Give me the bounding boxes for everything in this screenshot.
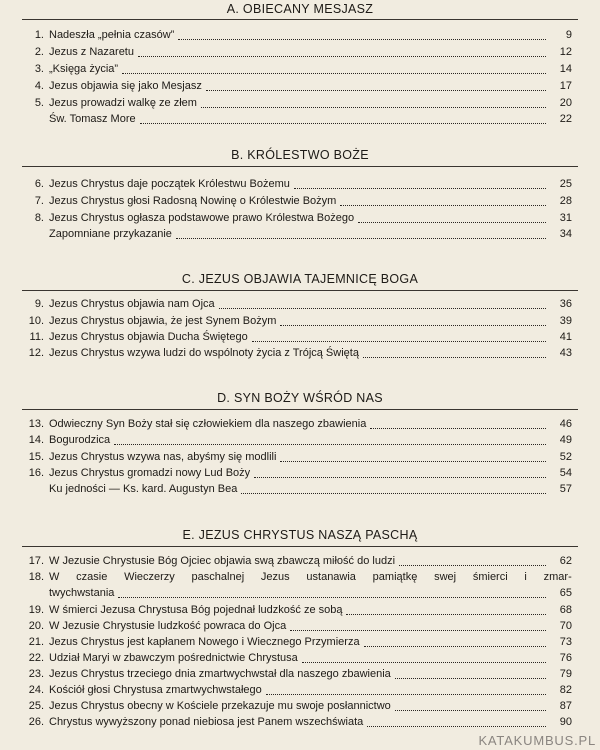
entry-title: Jezus Chrystus wzywa nas, abyśmy się modlili — [49, 451, 277, 463]
dot-leader — [363, 356, 546, 358]
entry-number: 16. — [28, 467, 44, 479]
entry-number: 7. — [34, 195, 44, 207]
dot-leader — [290, 629, 546, 631]
toc-entry[interactable] — [0, 652, 600, 665]
entry-title: Jezus Chrystus trzeciego dnia zmartwychwstał dla naszego zbawienia — [49, 668, 391, 680]
entry-page: 9 — [565, 29, 572, 41]
dot-leader — [140, 122, 546, 124]
entry-number: 9. — [34, 298, 44, 310]
dot-leader — [395, 709, 546, 711]
watermark: KATAKUMBUS.PL — [478, 733, 596, 748]
section-title: C. JEZUS OBJAWIA TAJEMNICĘ BOGA — [181, 272, 419, 286]
entry-page: 20 — [559, 97, 572, 109]
entry-title: twychwstania — [49, 587, 115, 599]
dot-leader — [302, 661, 546, 663]
entry-title: Św. Tomasz More — [49, 113, 136, 125]
toc-entry[interactable] — [0, 620, 600, 633]
entry-page: 90 — [559, 716, 572, 728]
toc-entry[interactable] — [0, 80, 600, 93]
toc-entry[interactable] — [0, 700, 600, 713]
toc-entry[interactable] — [0, 555, 600, 568]
entry-number: 17. — [28, 555, 44, 567]
entry-title: Jezus prowadzi walkę ze złem — [49, 97, 197, 109]
toc-entry[interactable] — [0, 684, 600, 697]
entry-title: Jezus Chrystus objawia nam Ojca — [49, 298, 215, 310]
entry-number: 5. — [34, 97, 44, 109]
entry-number: 23. — [28, 668, 44, 680]
entry-number: 8. — [34, 212, 44, 224]
dot-leader — [346, 613, 546, 615]
entry-title: Jezus Chrystus ogłasza podstawowe prawo Królestwa Bożego — [49, 212, 355, 224]
toc-entry[interactable] — [0, 587, 600, 600]
dot-leader — [201, 106, 546, 108]
entry-number: 3. — [34, 63, 44, 75]
entry-title: Kościół głosi Chrystusa zmartwychwstałego — [49, 684, 262, 696]
entry-title: Jezus Chrystus objawia, że jest Synem Bożym — [49, 315, 277, 327]
toc-entry[interactable] — [0, 668, 600, 681]
entry-title: Jezus objawia się jako Mesjasz — [49, 80, 202, 92]
entry-page: 46 — [559, 418, 572, 430]
dot-leader — [118, 596, 546, 598]
entry-page: 17 — [559, 80, 572, 92]
toc-entry[interactable] — [0, 347, 600, 360]
entry-title: Jezus Chrystus głosi Radosną Nowinę o Królestwie Bożym — [49, 195, 337, 207]
entry-number: 6. — [34, 178, 44, 190]
entry-number: 15. — [28, 451, 44, 463]
toc-entry[interactable] — [0, 63, 600, 76]
entry-page: 87 — [559, 700, 572, 712]
toc-entry[interactable] — [0, 636, 600, 649]
entry-page: 34 — [559, 228, 572, 240]
entry-number: 1. — [34, 29, 44, 41]
entry-title: Jezus Chrystus jest kapłanem Nowego i Wiecznego Przymierza — [49, 636, 360, 648]
entry-number: 13. — [28, 418, 44, 430]
dot-leader — [252, 340, 546, 342]
dot-leader — [266, 693, 546, 695]
entry-page: 65 — [559, 587, 572, 599]
entry-page: 62 — [559, 555, 572, 567]
dot-leader — [364, 645, 546, 647]
entry-number: 14. — [28, 434, 44, 446]
entry-page: 22 — [559, 113, 572, 125]
section-title: A. OBIECANY MESJASZ — [226, 2, 374, 16]
entry-page: 49 — [559, 434, 572, 446]
entry-title: Jezus Chrystus wzywa ludzi do wspólnoty życia z Trójcą Świętą — [49, 347, 359, 359]
toc-entry[interactable] — [0, 604, 600, 617]
dot-leader — [114, 443, 546, 445]
entry-page: 25 — [559, 178, 572, 190]
entry-number: 11. — [29, 331, 44, 343]
entry-number: 4. — [34, 80, 44, 92]
toc-entry[interactable] — [0, 483, 600, 496]
entry-title: Chrystus wywyższony ponad niebiosa jest Panem wszechświata — [49, 716, 364, 728]
entry-number: 22. — [28, 652, 44, 664]
toc-entry[interactable] — [0, 315, 600, 328]
dot-leader — [176, 237, 546, 239]
entry-page: 73 — [559, 636, 572, 648]
entry-title: W śmierci Jezusa Chrystusa Bóg pojednał ludzkość ze sobą — [49, 604, 343, 616]
entry-title: Odwieczny Syn Boży stał się człowiekiem dla naszego zbawienia — [49, 418, 367, 430]
entry-title: Udział Maryi w zbawczym pośrednictwie Chrystusa — [49, 652, 298, 664]
dot-leader — [358, 221, 546, 223]
dot-leader — [280, 460, 546, 462]
entry-title: Jezus Chrystus daje początek Królestwu Bożemu — [49, 178, 290, 190]
entry-number: 2. — [34, 46, 44, 58]
entry-title: „Księga życia” — [49, 63, 119, 75]
entry-page: 76 — [559, 652, 572, 664]
entry-page: 39 — [559, 315, 572, 327]
entry-number: 20. — [28, 620, 44, 632]
entry-title: Ku jedności — Ks. kard. Augustyn Bea — [49, 483, 238, 495]
dot-leader — [206, 89, 546, 91]
entry-page: 52 — [559, 451, 572, 463]
entry-title: Jezus z Nazaretu — [49, 46, 134, 58]
entry-page: 28 — [559, 195, 572, 207]
toc-entry[interactable] — [0, 418, 600, 431]
toc-entry[interactable] — [0, 451, 600, 464]
toc-entry[interactable] — [0, 212, 600, 225]
toc-entry[interactable] — [0, 195, 600, 208]
entry-page: 57 — [559, 483, 572, 495]
entry-title: Jezus Chrystus obecny w Kościele przekazuje mu swoje posłannictwo — [49, 700, 391, 712]
entry-page: 12 — [559, 46, 572, 58]
section-title: B. KRÓLESTWO BOŻE — [231, 148, 369, 162]
entry-title: W Jezusie Chrystusie ludzkość powraca do Ojca — [49, 620, 287, 632]
dot-leader — [254, 476, 546, 478]
entry-page: 36 — [559, 298, 572, 310]
toc-entry[interactable] — [0, 571, 600, 584]
entry-number: 26. — [28, 716, 44, 728]
entry-title: Jezus Chrystus objawia Ducha Świętego — [49, 331, 248, 343]
section-rule — [22, 546, 578, 547]
entry-number: 12. — [28, 347, 44, 359]
entry-title: W Jezusie Chrystusie Bóg Ojciec objawia swą zbawczą miłość do ludzi — [49, 555, 396, 567]
dot-leader — [395, 677, 546, 679]
entry-title: Jezus Chrystus gromadzi nowy Lud Boży — [49, 467, 251, 479]
entry-page: 70 — [559, 620, 572, 632]
section-rule — [22, 290, 578, 291]
toc-entry[interactable] — [0, 716, 600, 729]
dot-leader — [367, 725, 546, 727]
entry-page: 79 — [559, 668, 572, 680]
entry-number: 24. — [28, 684, 44, 696]
toc-entry[interactable] — [0, 178, 600, 191]
section-rule — [22, 409, 578, 410]
entry-title: Zapomniane przykazanie — [49, 228, 172, 240]
entry-number: 21. — [28, 636, 44, 648]
dot-leader — [370, 427, 546, 429]
section-title: E. JEZUS CHRYSTUS NASZĄ PASCHĄ — [182, 528, 418, 542]
dot-leader — [178, 38, 546, 40]
entry-page: 43 — [559, 347, 572, 359]
entry-page: 41 — [559, 331, 572, 343]
toc-entry[interactable] — [0, 228, 600, 241]
dot-leader — [138, 55, 546, 57]
entry-page: 54 — [559, 467, 572, 479]
entry-number: 25. — [28, 700, 44, 712]
toc-entry[interactable] — [0, 331, 600, 344]
entry-number: 19. — [28, 604, 44, 616]
toc-entry[interactable] — [0, 113, 600, 126]
toc-entry[interactable] — [0, 46, 600, 59]
entry-title: Bogurodzica — [49, 434, 111, 446]
toc-entry[interactable] — [0, 29, 600, 42]
dot-leader — [399, 564, 546, 566]
toc-entry[interactable] — [0, 467, 600, 480]
toc-entry[interactable] — [0, 97, 600, 110]
section-rule — [22, 166, 578, 167]
dot-leader — [294, 187, 546, 189]
dot-leader — [122, 72, 546, 74]
toc-entry[interactable] — [0, 298, 600, 311]
entry-page: 14 — [559, 63, 572, 75]
entry-number: 10. — [28, 315, 44, 327]
section-rule — [22, 19, 578, 20]
entry-number: 18. — [28, 571, 44, 583]
entry-title: Nadeszła „pełnia czasów” — [49, 29, 175, 41]
dot-leader — [219, 307, 546, 309]
dot-leader — [280, 324, 546, 326]
entry-page: 82 — [559, 684, 572, 696]
toc-entry[interactable] — [0, 434, 600, 447]
dot-leader — [340, 204, 546, 206]
entry-page: 68 — [559, 604, 572, 616]
entry-page: 31 — [559, 212, 572, 224]
entry-title: W czasie Wieczerzy paschalnej Jezus ustanawia pamiątkę swej śmierci i zmar- — [49, 571, 572, 583]
dot-leader — [241, 492, 546, 494]
section-title: D. SYN BOŻY WŚRÓD NAS — [217, 391, 383, 405]
